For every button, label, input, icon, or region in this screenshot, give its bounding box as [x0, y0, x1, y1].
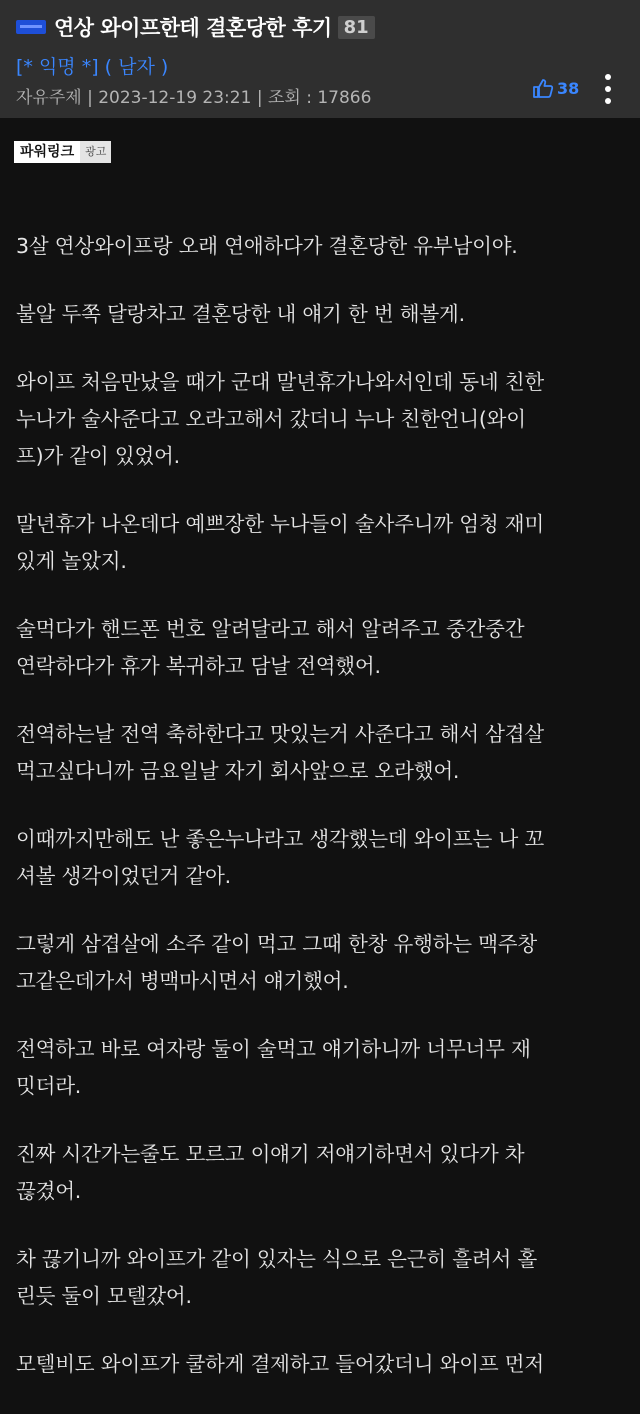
body-paragraph: 그렇게 삼겹살에 소주 같이 먹고 그때 한창 유행하는 맥주창 고같은데가서 병맥마시면서 얘기했어.: [16, 932, 538, 993]
power-link-ad[interactable]: [14, 141, 111, 163]
body-paragraph: 진짜 시간가는줄도 모르고 이얘기 저얘기하면서 있다가 차 끊겼어.: [16, 1142, 525, 1203]
more-options-icon[interactable]: [598, 72, 618, 106]
title-row: [16, 12, 375, 42]
post-meta: 자유주제 | 2023-12-19 23:21 | 조회 : 17866: [16, 88, 372, 108]
post-title: 연상 와이프한테 결혼당한 후기: [54, 16, 332, 40]
body-paragraph: 불알 두쪽 달랑차고 결혼당한 내 얘기 한 번 해볼게.: [16, 302, 465, 326]
body-paragraph: 와이프 처음만났을 때가 군대 말년휴가나와서인데 동네 친한 누나가 술사준다고 오라고해서 갔더니 누나 친한언니(와이 프)가 같이 있었어.: [16, 370, 544, 468]
body-paragraph: 전역하고 바로 여자랑 둘이 술먹고 얘기하니까 너무너무 재 밋더라.: [16, 1037, 531, 1098]
thumbs-up-icon: [532, 78, 554, 98]
ad-tag: 광고: [80, 141, 111, 163]
new-badge-icon: [16, 20, 46, 34]
like-count: 38: [557, 78, 580, 98]
body-paragraph: 차 끊기니까 와이프가 같이 있자는 식으로 은근히 흘려서 홀 린듯 둘이 모텔갔어.: [16, 1247, 538, 1308]
body-paragraph: 말년휴가 나온데다 예쁘장한 누나들이 술사주니까 엄청 재미 있게 놀았지.: [16, 512, 544, 573]
author-label: [* 익명 *] ( 남자 ): [16, 56, 169, 78]
comment-count-badge[interactable]: 81: [338, 16, 375, 39]
body-paragraph: 3살 연상와이프랑 오래 연애하다가 결혼당한 유부남이야.: [16, 234, 518, 258]
body-paragraph: 술먹다가 핸드폰 번호 알려달라고 해서 알려주고 중간중간 연락하다가 휴가 복귀하고 담날 전역했어.: [16, 617, 525, 678]
body-paragraph: 이때까지만해도 난 좋은누나라고 생각했는데 와이프는 나 꼬 셔볼 생각이었던거 같아.: [16, 827, 544, 888]
post-header: [0, 0, 640, 118]
ad-label: 파워링크: [14, 141, 80, 163]
like-button[interactable]: [532, 78, 579, 98]
body-paragraph: 전역하는날 전역 축하한다고 맛있는거 사준다고 해서 삼겹살 먹고싶다니까 금요일날 자기 회사앞으로 오라했어.: [16, 722, 544, 783]
body-paragraph: 모텔비도 와이프가 쿨하게 결제하고 들어갔더니 와이프 먼저: [16, 1352, 544, 1376]
post-body: [16, 228, 628, 1414]
